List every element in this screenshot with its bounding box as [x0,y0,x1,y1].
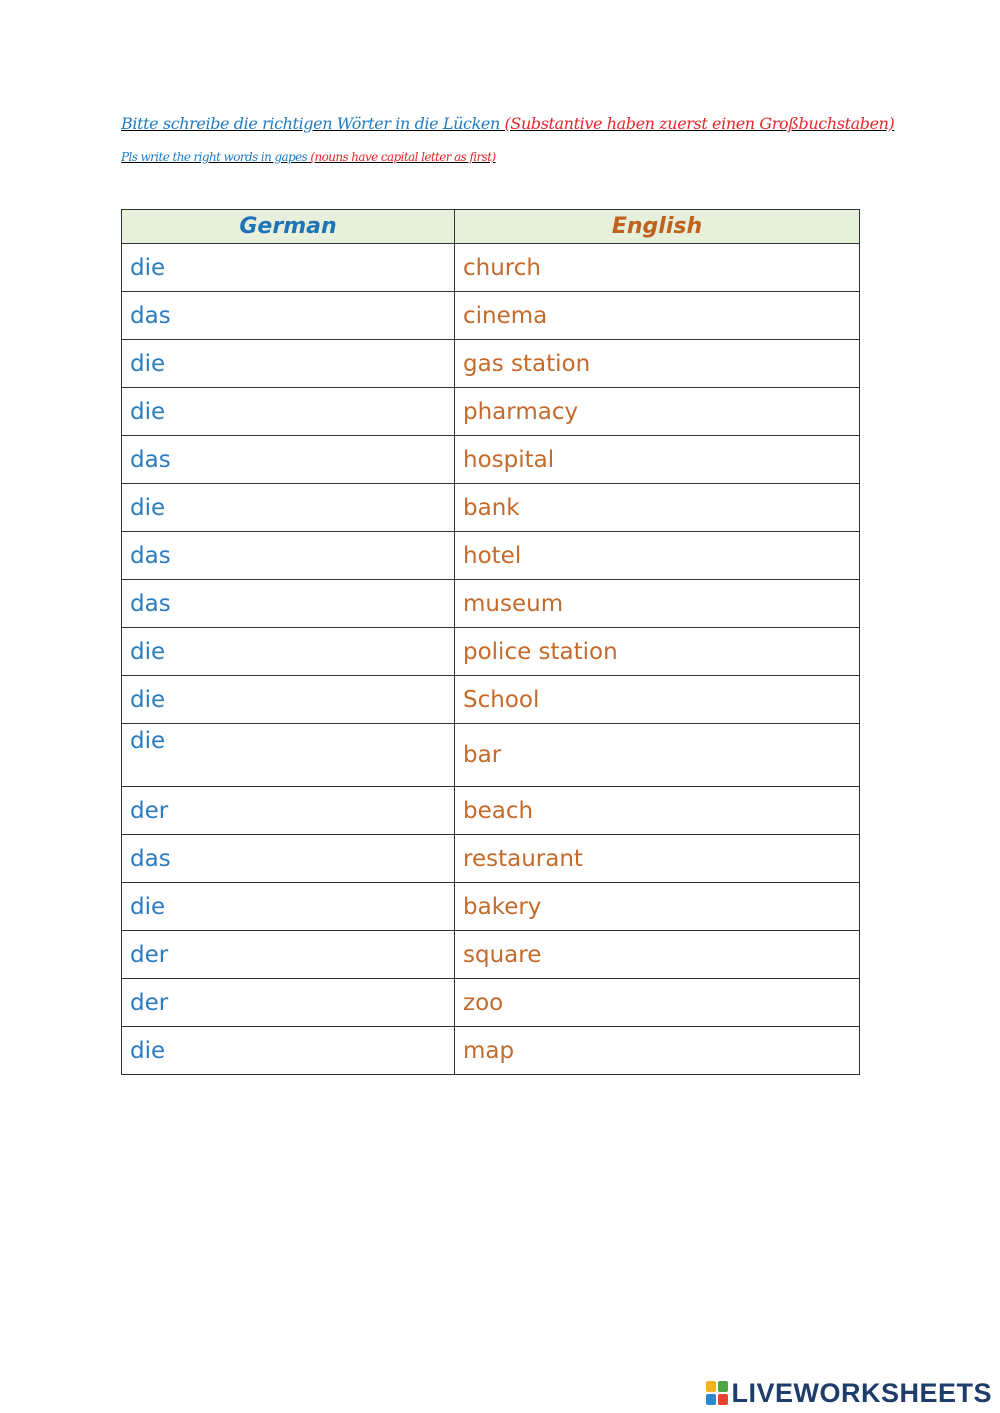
english-word: gas station [455,340,860,388]
table-row [122,931,860,979]
english-word: map [455,1027,860,1075]
english-word: bank [455,484,860,532]
table-row [122,244,860,292]
english-word: hotel [455,532,860,580]
table-row [122,883,860,931]
article-cell[interactable]: die [122,388,455,436]
article-cell[interactable]: die [122,883,455,931]
table-row [122,340,860,388]
table-row [122,787,860,835]
table-row [122,628,860,676]
instruction-note: (Substantive haben zuerst einen Großbuchstaben) [499,114,895,133]
article-cell[interactable]: die [122,1027,455,1075]
article-cell[interactable]: der [122,787,455,835]
english-word: police station [455,628,860,676]
article-cell[interactable]: der [122,979,455,1027]
english-word: cinema [455,292,860,340]
article-cell[interactable]: die [122,340,455,388]
english-word: beach [455,787,860,835]
table-row [122,532,860,580]
article-cell[interactable]: die [122,484,455,532]
english-word: square [455,931,860,979]
table-row [122,724,860,787]
english-word: restaurant [455,835,860,883]
header-english: English [455,210,860,244]
article-cell[interactable]: das [122,436,455,484]
english-word: hospital [455,436,860,484]
vocabulary-table [121,209,860,1075]
article-cell[interactable]: der [122,931,455,979]
table-row [122,835,860,883]
article-cell[interactable]: die [122,724,455,787]
table-row [122,676,860,724]
english-word: church [455,244,860,292]
instruction-text: Pls write the right words in gapes [121,150,308,164]
instruction-text: Bitte schreibe die richtigen Wörter in die Lücken [121,114,500,133]
article-cell[interactable]: die [122,244,455,292]
table-row [122,292,860,340]
table-row [122,580,860,628]
logo-icon [706,1381,728,1405]
article-cell[interactable]: das [122,292,455,340]
english-word: zoo [455,979,860,1027]
table-row [122,436,860,484]
table-header-row [122,210,860,244]
instruction-note: (nouns have capital letter as first) [307,150,496,164]
article-cell[interactable]: das [122,532,455,580]
english-word: museum [455,580,860,628]
table-row [122,979,860,1027]
table-row [122,1027,860,1075]
header-german: German [122,210,455,244]
article-cell[interactable]: die [122,628,455,676]
english-word: bar [455,724,860,787]
table-row [122,484,860,532]
english-word: bakery [455,883,860,931]
liveworksheets-logo [706,1376,992,1410]
logo-text: LIVEWORKSHEETS [731,1377,992,1408]
article-cell[interactable]: die [122,676,455,724]
instructions-english [121,150,496,164]
english-word: School [455,676,860,724]
table-row [122,388,860,436]
article-cell[interactable]: das [122,835,455,883]
instructions-german [121,114,894,133]
article-cell[interactable]: das [122,580,455,628]
english-word: pharmacy [455,388,860,436]
